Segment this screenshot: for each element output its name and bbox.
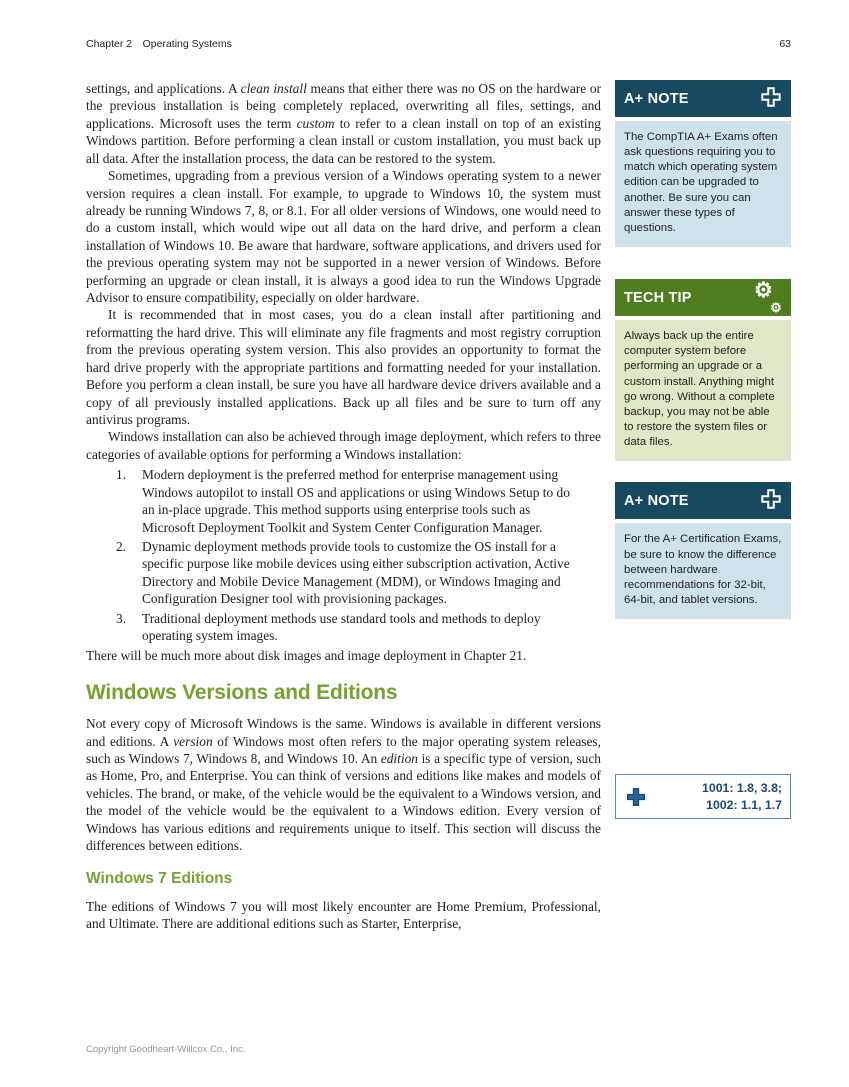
paragraph: Not every copy of Microsoft Windows is the same. Windows is available in different versions and editions. A version of Windows most often refers to the major operating system releases, such as Windows 7, Windows 8, and Windows 10. An edition is a specific type of version, such as Home, Pro, and Enterprise. You can think of versions and editions like makes and models of vehicles. The brand, or make, of the vehicle would be the equivalent to a Windows version, and the model of the vehicle would be the equivalent to a Windows edition. Every version of Windows has various editions and requirements unique to itself. This section will discuss the differences between editions. [86, 716, 601, 854]
plus-icon [760, 488, 782, 514]
gears-icon: ⚙ ⚙ [754, 278, 782, 315]
sidebar-spacer [615, 461, 791, 482]
subsection-heading: Windows 7 Editions [86, 869, 233, 887]
main-column [86, 80, 601, 933]
aplus-note-box [615, 80, 791, 247]
list-text: Dynamic deployment methods provide tools to customize the OS install for a specific purpose like mobile devices using either subscription activation, Active Directory and Mobile Device Management (MDM), or Windows Imaging and Configuration Designer tool with provisioning packages. [142, 538, 570, 607]
note-body: Always back up the entire computer system before performing an upgrade or a custom install. Anything might go wrong. Without a complete backup, you may not be able to restore the system files or data files. [615, 320, 791, 461]
page-header [86, 38, 791, 50]
paragraph: Sometimes, upgrading from a previous version of a Windows operating system to a newer version requires a clean install. For example, to upgrade to Windows 10, the system must already be running Windows 7, 8, or 8.1. For all older versions of Windows, one would need to do a custom install, which would wipe out all data on the hard drive, and perform a clean installation of Windows 10. Be aware that hardware, software applications, and drivers used for the previous operating system may not be supported in a newer version of Windows. Before performing an upgrade or clean install, it is always a good idea to run the Windows Upgrade Advisor to ensure compatibility, especially on older hardware. [86, 168, 601, 306]
section-heading: Windows Versions and Editions [86, 680, 398, 704]
sidebar-spacer [615, 247, 791, 279]
list-item [116, 538, 578, 608]
list-number: 1. [116, 467, 127, 483]
deployment-list [116, 466, 601, 644]
note-body: The CompTIA A+ Exams often ask questions requiring you to match which operating system edition can be upgraded to another. Be sure you can answer these types of questions. [615, 121, 791, 247]
list-item [116, 610, 578, 645]
running-head: Chapter 2 Operating Systems [86, 38, 232, 50]
note-header [615, 279, 791, 316]
plus-icon [626, 787, 646, 807]
sidebar [615, 80, 791, 933]
list-text: Traditional deployment methods use standard tools and methods to deploy operating system images. [142, 610, 541, 644]
objective-line: 1001: 1.8, 3.8; [702, 781, 782, 796]
paragraph: There will be much more about disk images and image deployment in Chapter 21. [86, 647, 527, 663]
objective-line: 1002: 1.1, 1.7 [706, 797, 782, 812]
paragraph: It is recommended that in most cases, you do a clean install after partitioning and reformatting the hard drive. This will eliminate any file fragments and most registry corruption from the previous operating system version. This also provides an opportunity to format the hard drive properly with the appropriate partitions and formatting needed for your installation. Before you perform a clean install, be sure you have all hardware device drivers available and a copy of all previously installed applications. Back up all files and be sure to turn off any antivirus programs. [86, 307, 601, 428]
note-header [615, 80, 791, 117]
exam-objectives-text [646, 780, 782, 813]
note-body: For the A+ Certification Exams, be sure to know the difference between hardware recommendations for 32-bit, 64-bit, and tablet versions. [615, 523, 791, 619]
copyright-notice: Copyright Goodheart-Willcox Co., Inc. [86, 1044, 246, 1055]
note-header [615, 482, 791, 519]
note-title: A+ NOTE [624, 492, 689, 509]
note-title: TECH TIP [624, 289, 692, 306]
paragraph: The editions of Windows 7 you will most likely encounter are Home Premium, Professional, and Ultimate. There are additional editions such as Starter, Enterprise, [86, 898, 601, 932]
list-number: 3. [116, 610, 127, 626]
content-columns [86, 80, 791, 933]
list-number: 2. [116, 538, 127, 554]
exam-objectives-box [615, 774, 791, 819]
paragraph: settings, and applications. A clean install means that either there was no OS on the hardware or the previous installation is being completely replaced, overwriting all files, settings, and applications. Microsoft uses the term custom to refer to a clean install on top of an existing Windows partition. Before performing a clean install or custom installation, you must back up all data. After the installation process, the data can be restored to the system. [86, 81, 602, 166]
sidebar-spacer [615, 619, 791, 774]
page-number: 63 [779, 38, 791, 50]
tech-tip-box [615, 279, 791, 461]
list-text: Modern deployment is the preferred method for enterprise management using Windows autopilot to install OS and applications or using Windows Setup to do an in-place upgrade. This method supports using enterprise tools such as Microsoft Deployment Toolkit and System Center Configuration Manager. [142, 467, 570, 535]
plus-icon [760, 86, 782, 112]
note-title: A+ NOTE [624, 90, 689, 107]
paragraph: Windows installation can also be achieved through image deployment, which refers to three categories of available options for performing a Windows installation: [86, 429, 601, 462]
list-item [116, 466, 578, 536]
aplus-note-box [615, 482, 791, 619]
